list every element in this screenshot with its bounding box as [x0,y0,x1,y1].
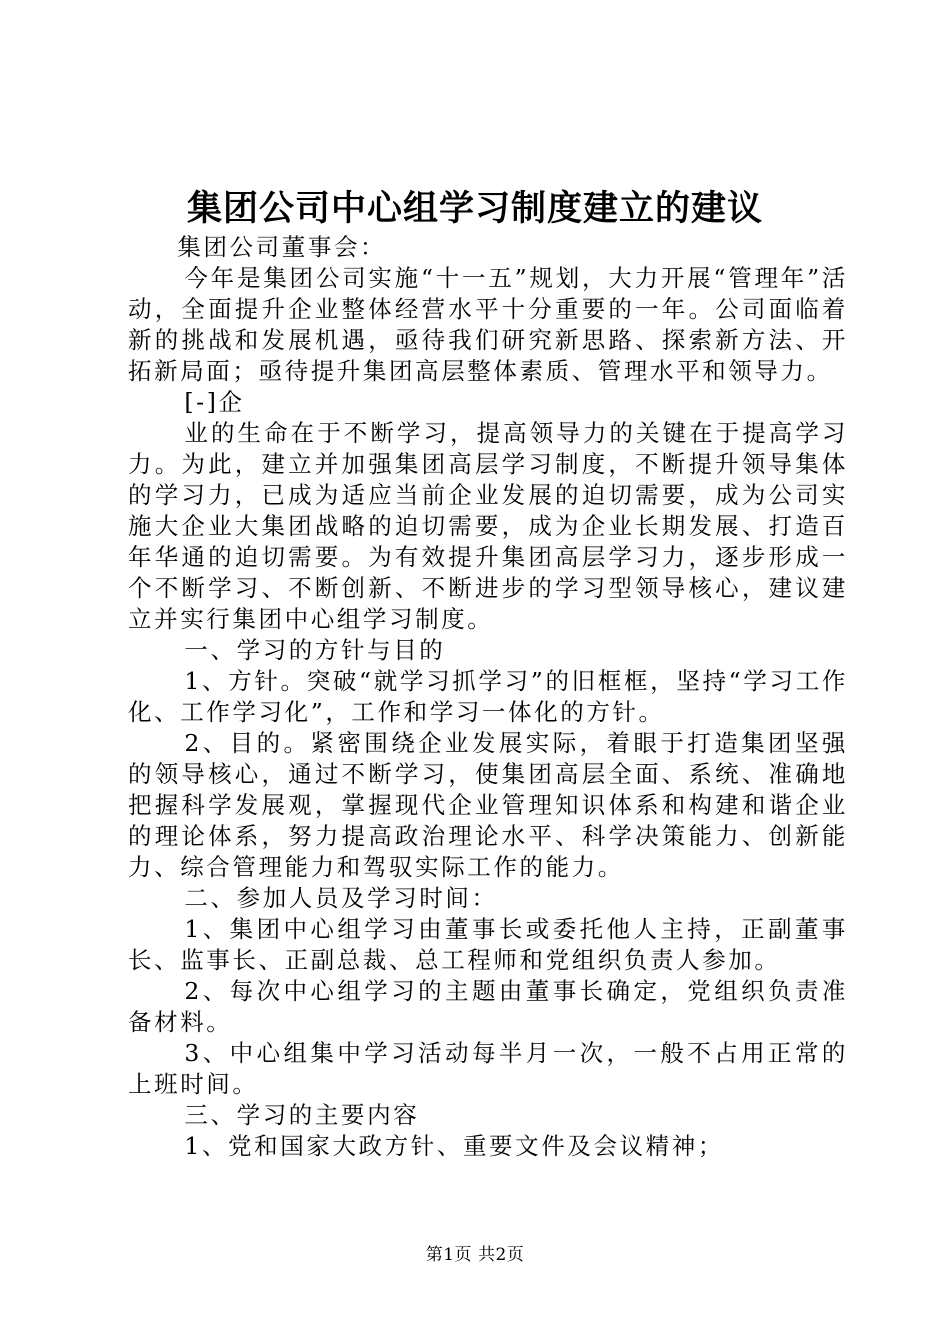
page-footer: 第1页 共2页 [425,1245,525,1265]
paragraph-intro: 今年是集团公司实施“十一五”规划，大力开展“管理年”活动，全面提升企业整体经营水平十分重要的一年。公司面临着新的挑战和发展机遇，亟待我们研究新思路、探索新方法、开拓新局面；亟待提升集团高层整体素质、管理水平和领导力。 [128,264,848,385]
paragraph-participants: 1、集团中心组学习由董事长或委托他人主持，正副董事长、监事长、正副总裁、总工程师和党组织负责人参加。 [128,915,848,974]
section-heading-2: 二、参加人员及学习时间： [184,884,498,912]
paragraph-fragment: [-]企 [184,388,245,416]
section-heading-1: 一、学习的方针与目的 [184,636,446,664]
paragraph-topic: 2、每次中心组学习的主题由董事长确定，党组织负责准备材料。 [128,977,848,1036]
section-heading-3: 三、学习的主要内容 [184,1101,420,1129]
paragraph-learning: 业的生命在于不断学习，提高领导力的关键在于提高学习力。为此，建立并加强集团高层学习制度，不断提升领导集体的学习力，已成为适应当前企业发展的迫切需要，成为公司实施大企业大集团战略的迫切需要，成为企业长期发展、打造百年华通的迫切需要。为有效提升集团高层学习力，逐步形成一个不断学习、不断创新、不断进步的学习型领导核心，建议建立并实行集团中心组学习制度。 [128,419,848,633]
paragraph-content-1: 1、党和国家大政方针、重要文件及会议精神； [184,1132,724,1160]
salutation: 集团公司董事会： [177,233,387,261]
paragraph-policy: 1、方针。突破“就学习抓学习”的旧框框，坚持“学习工作化、工作学习化”，工作和学习一体化的方针。 [128,667,848,726]
document-body [128,232,848,1162]
document-title: 集团公司中心组学习制度建立的建议 [186,188,763,229]
paragraph-purpose: 2、目的。紧密围绕企业发展实际，着眼于打造集团坚强的领导核心，通过不断学习，使集团高层全面、系统、准确地把握科学发展观，掌握现代企业管理知识体系和构建和谐企业的理论体系，努力提高政治理论水平、科学决策能力、创新能力、综合管理能力和驾驭实际工作的能力。 [128,729,848,881]
paragraph-schedule: 3、中心组集中学习活动每半月一次，一般不占用正常的上班时间。 [128,1039,848,1098]
